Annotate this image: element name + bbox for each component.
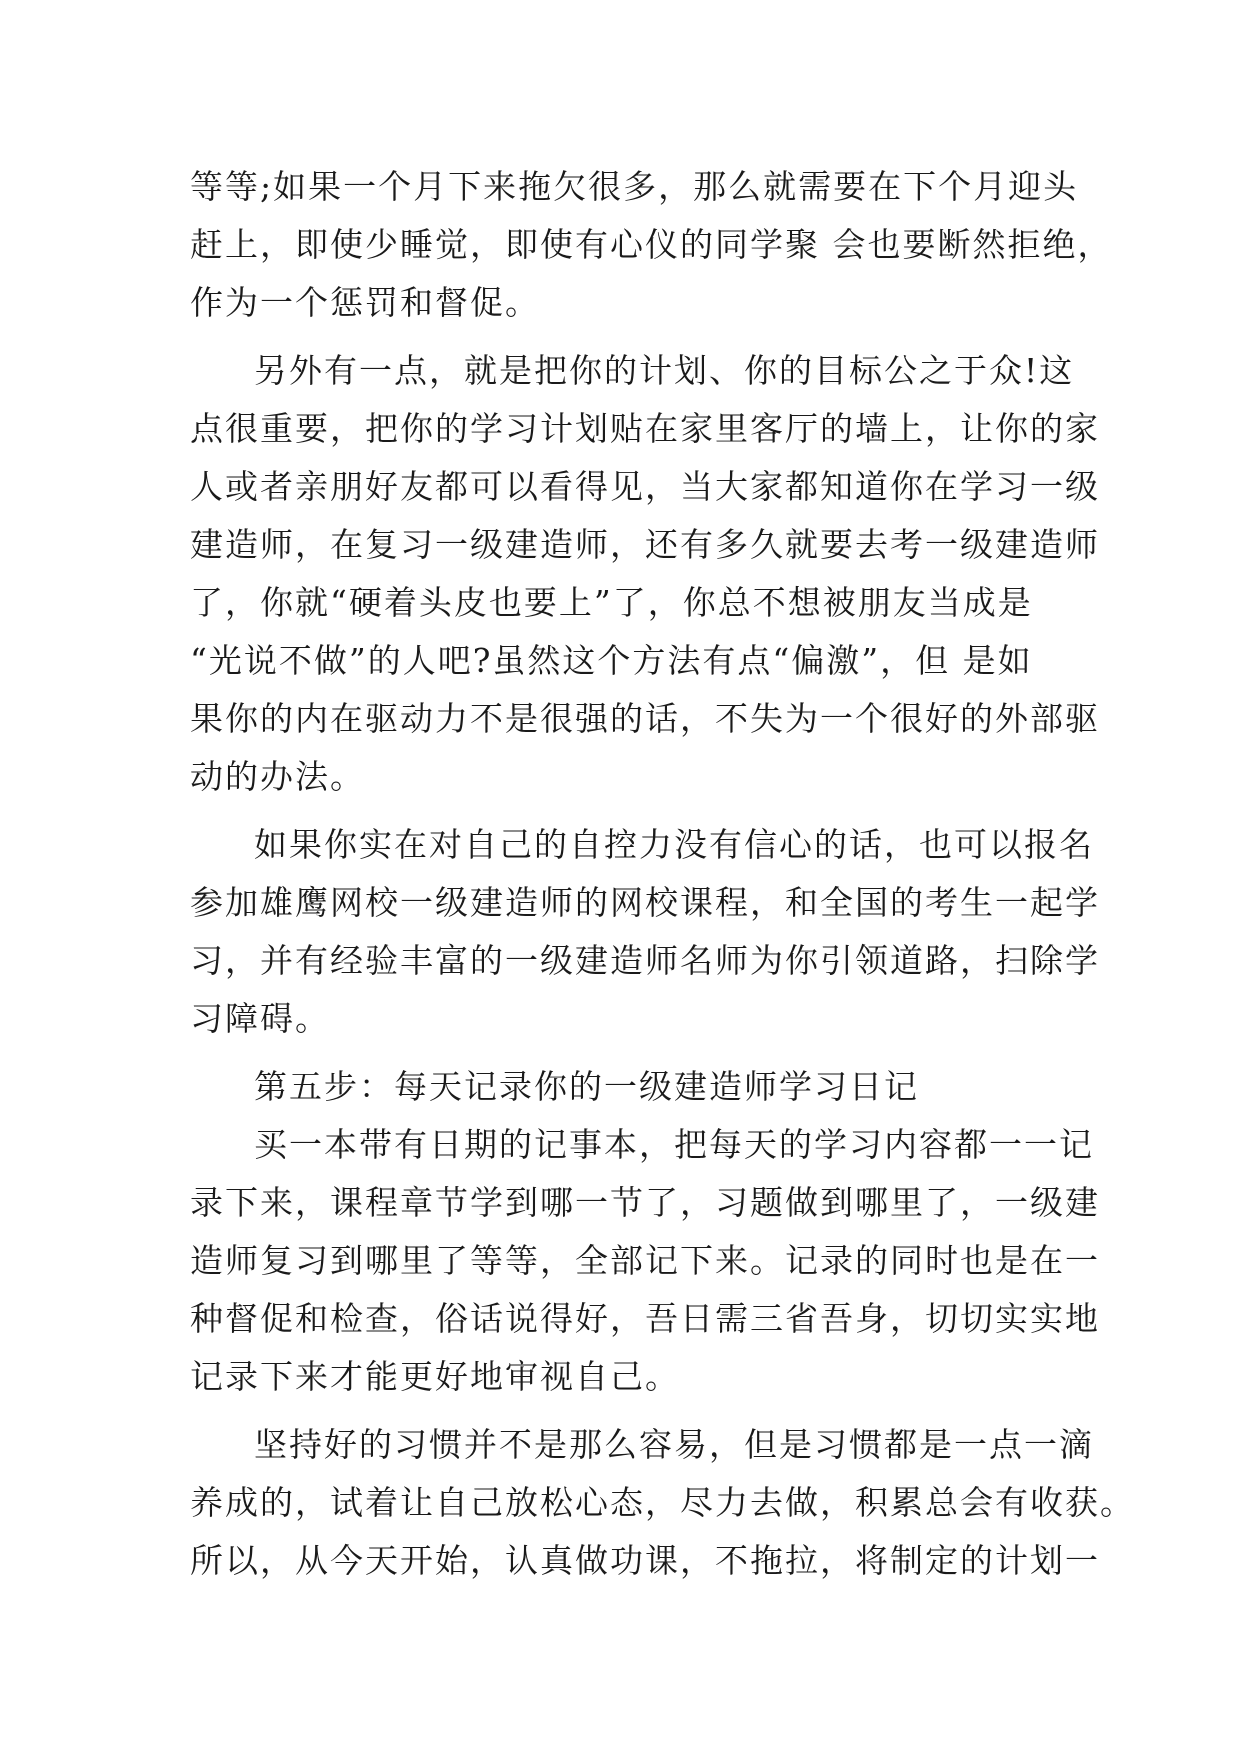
text-line: 果你的内在驱动力不是很强的话，不失为一个很好的外部驱 xyxy=(190,699,1100,738)
paragraph xyxy=(190,1416,1135,1590)
text-line: 人或者亲朋好友都可以看得见，当大家都知道你在学习一级 xyxy=(190,467,1100,506)
text-line: “光说不做”的人吧?虽然这个方法有点“偏激”，但 是如 xyxy=(190,641,1033,680)
text-line: 录下来，课程章节学到哪一节了，习题做到哪里了，一级建 xyxy=(190,1183,1100,1222)
text-line: 养成的，试着让自己放松心态，尽力去做，积累总会有收获。 xyxy=(190,1483,1135,1522)
text-line: 记录下来才能更好地审视自己。 xyxy=(190,1357,680,1396)
text-line: 赶上，即使少睡觉，即使有心仪的同学聚 会也要断然拒绝， xyxy=(190,225,1113,264)
text-line: 动的办法。 xyxy=(190,757,365,796)
text-line: 坚持好的习惯并不是那么容易，但是习惯都是一点一滴 xyxy=(254,1425,1094,1464)
paragraph xyxy=(190,342,1100,806)
text-line: 买一本带有日期的记事本，把每天的学习内容都一一记 xyxy=(254,1125,1094,1164)
text-line: 另外有一点，就是把你的计划、你的目标公之于众!这 xyxy=(254,351,1075,390)
text-line: 种督促和检查，俗话说得好，吾日需三省吾身，切切实实地 xyxy=(190,1299,1100,1338)
text-line: 如果你实在对自己的自控力没有信心的话，也可以报名 xyxy=(254,825,1094,864)
text-line: 建造师，在复习一级建造师，还有多久就要去考一级建造师 xyxy=(190,525,1100,564)
text-line: 习障碍。 xyxy=(190,999,330,1038)
text-line: 习，并有经验丰富的一级建造师名师为你引领道路，扫除学 xyxy=(190,941,1100,980)
section-heading xyxy=(190,1058,1070,1116)
text-line: 点很重要，把你的学习计划贴在家里客厅的墙上，让你的家 xyxy=(190,409,1100,448)
paragraph xyxy=(190,1116,1100,1406)
text-line: 作为一个惩罚和督促。 xyxy=(190,283,540,322)
body-text xyxy=(190,158,1135,1590)
text-line: 等等;如果一个月下来拖欠很多，那么就需要在下个月迎头 xyxy=(190,167,1079,206)
heading-line: 第五步：每天记录你的一级建造师学习日记 xyxy=(254,1067,919,1106)
text-line: 造师复习到哪里了等等，全部记下来。记录的同时也是在一 xyxy=(190,1241,1100,1280)
text-line: 参加雄鹰网校一级建造师的网校课程，和全国的考生一起学 xyxy=(190,883,1100,922)
paragraph xyxy=(190,816,1100,1048)
text-line: 所以，从今天开始，认真做功课，不拖拉，将制定的计划一 xyxy=(190,1541,1100,1580)
text-line: 了，你就“硬着头皮也要上”了，你总不想被朋友当成是 xyxy=(190,583,1033,622)
paragraph xyxy=(190,158,1113,332)
